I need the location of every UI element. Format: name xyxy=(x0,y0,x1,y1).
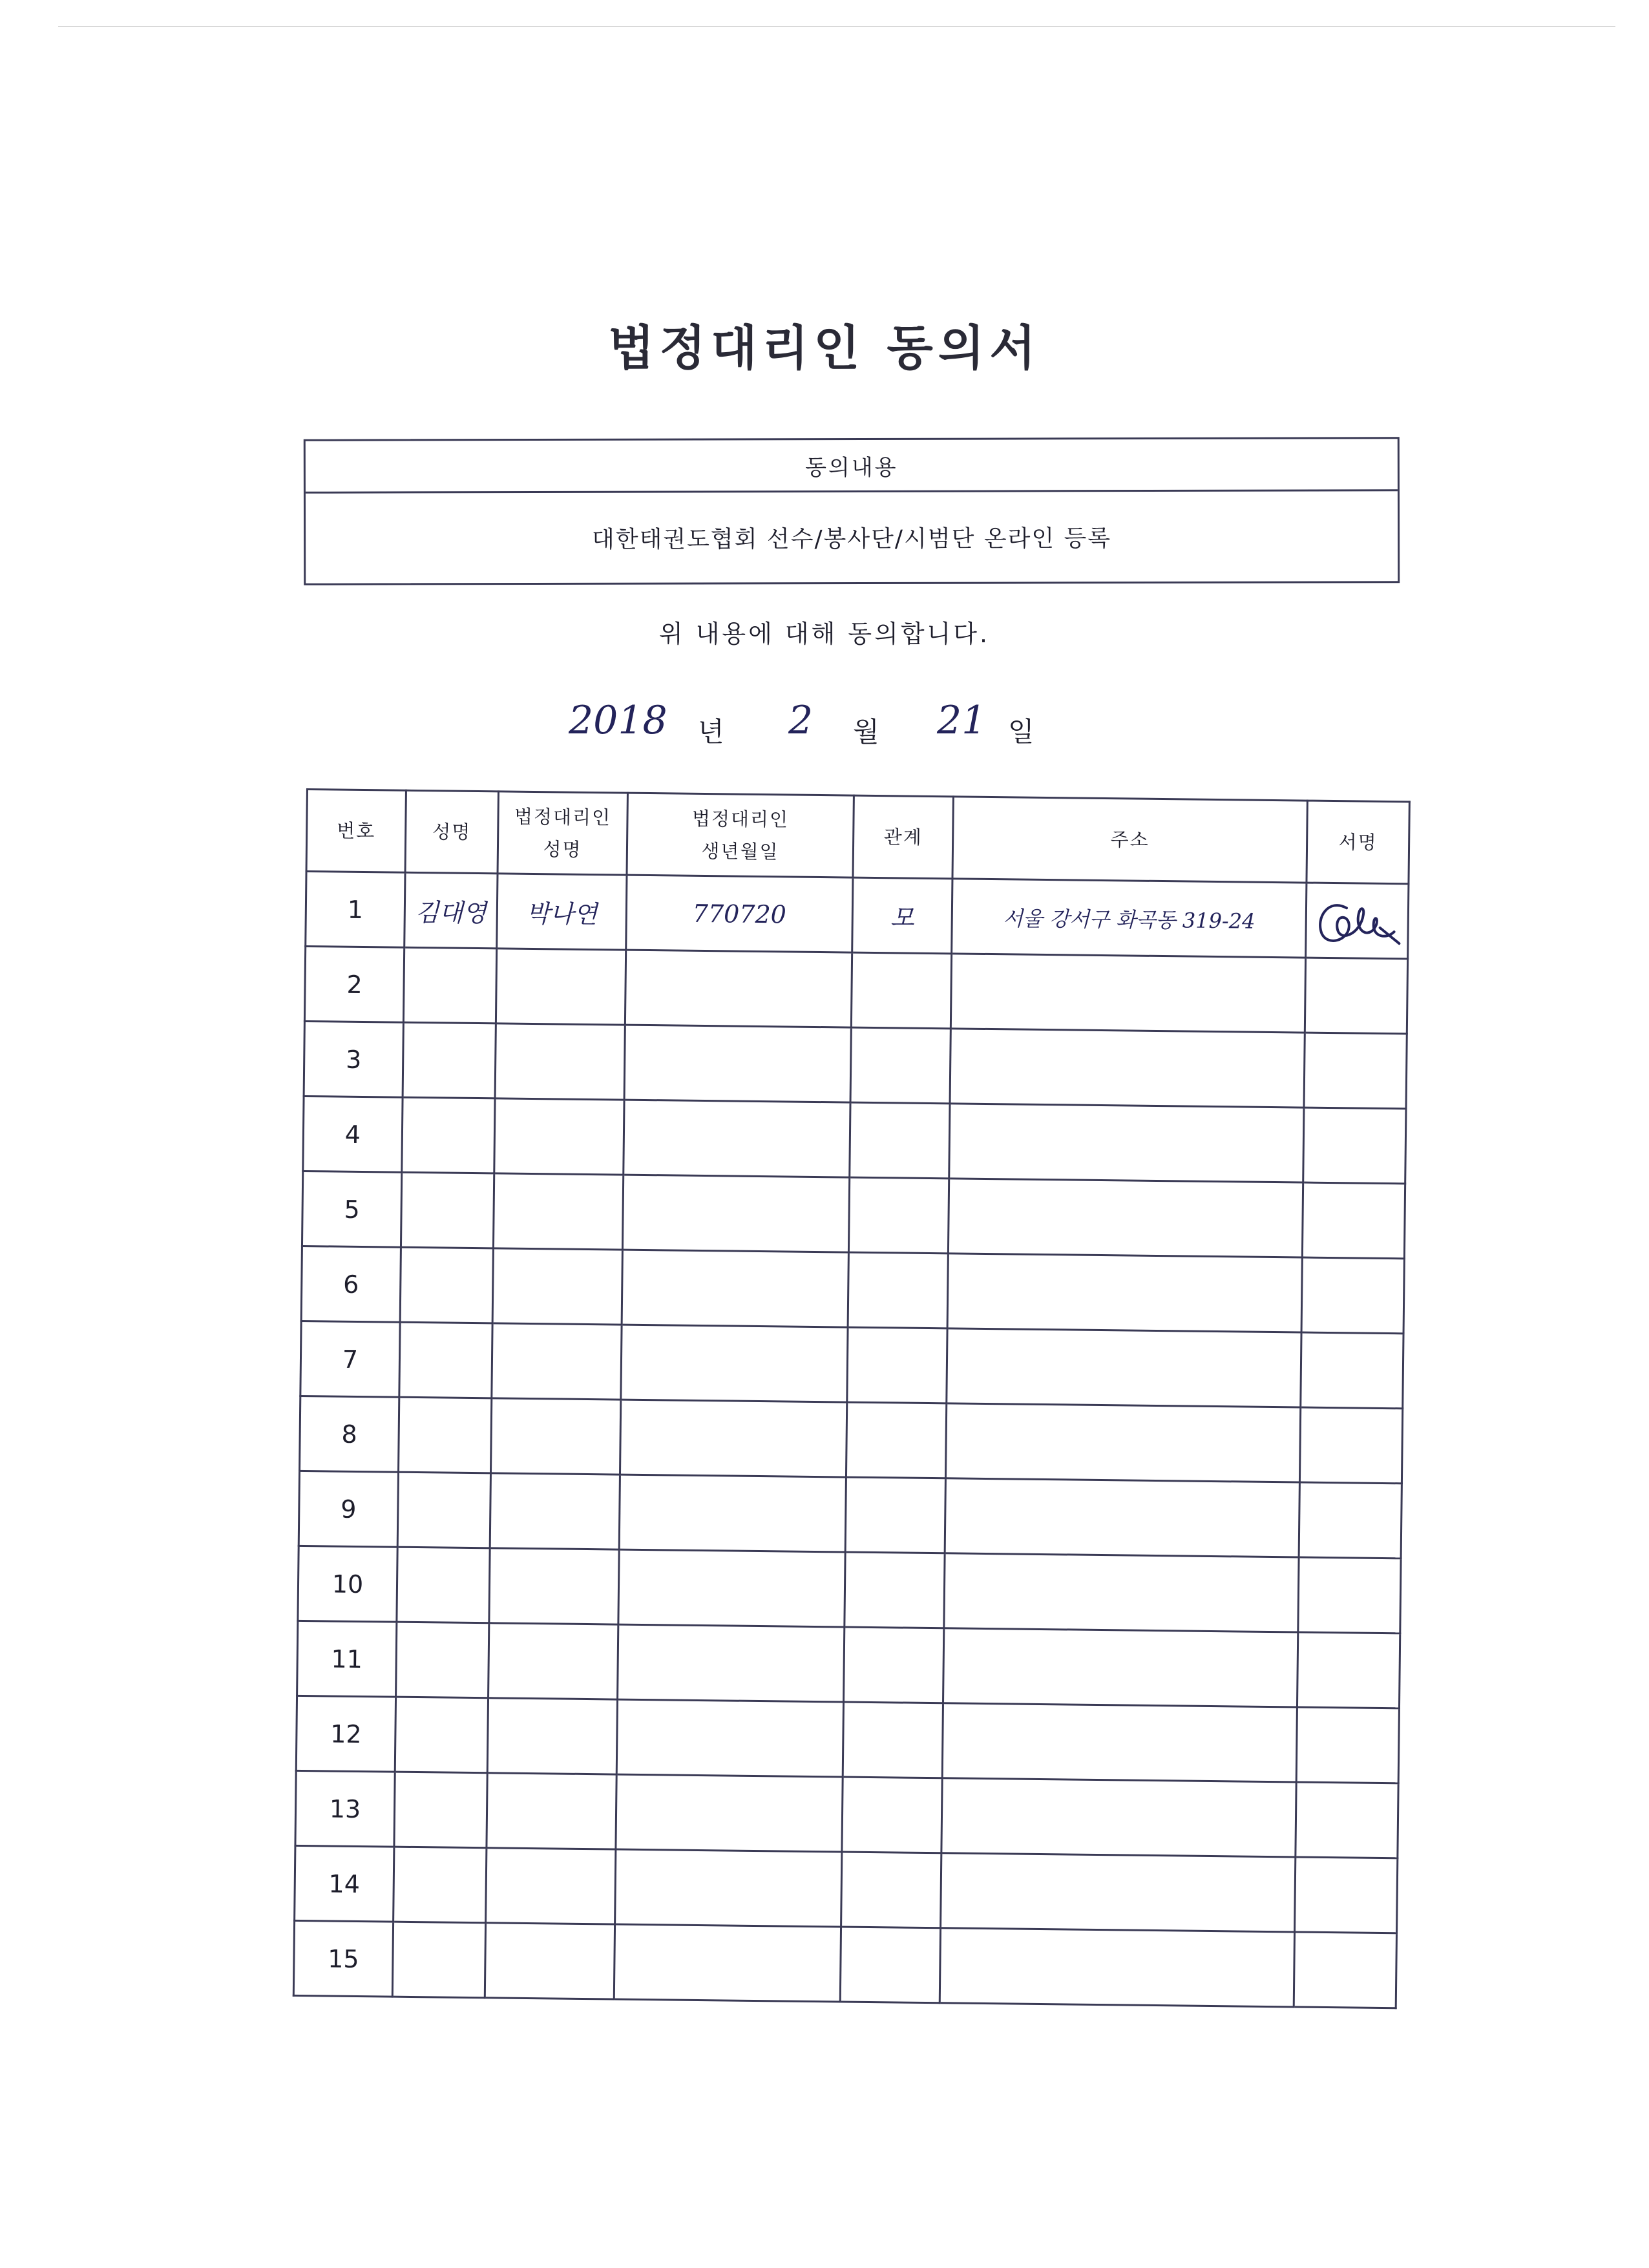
table-row xyxy=(296,1696,1399,1783)
row-birth-cell xyxy=(619,1475,846,1552)
row-name-cell xyxy=(392,1922,485,1998)
row-number: 13 xyxy=(295,1770,395,1847)
row-signature-cell xyxy=(1296,1707,1399,1783)
date-year: 2018 xyxy=(569,698,667,743)
table-row xyxy=(300,1396,1403,1483)
row-birth-cell xyxy=(622,1250,848,1327)
row-number: 9 xyxy=(299,1471,398,1547)
row-guardian-cell xyxy=(488,1623,618,1699)
row-address-cell xyxy=(945,1403,1300,1482)
table-row xyxy=(295,1770,1398,1858)
row-birth-cell xyxy=(618,1624,845,1702)
row-guardian-cell xyxy=(495,1024,625,1100)
consent-header: 동의내용 xyxy=(306,439,1398,494)
row-guardian-cell: 박나연 xyxy=(497,874,627,950)
table-row xyxy=(298,1546,1401,1633)
row-guardian-cell xyxy=(493,1173,623,1250)
row-address-cell xyxy=(949,1104,1304,1182)
agreement-statement: 위 내용에 대해 동의합니다. xyxy=(658,620,991,648)
row-name-cell xyxy=(394,1847,487,1923)
row-number: 7 xyxy=(300,1321,400,1397)
row-number: 6 xyxy=(301,1246,401,1322)
row-guardian-cell xyxy=(490,1398,620,1475)
row-birth-cell xyxy=(615,1849,842,1927)
consent-box xyxy=(304,437,1400,585)
table-row xyxy=(299,1471,1402,1558)
row-name-cell xyxy=(403,947,496,1024)
row-signature-cell xyxy=(1305,958,1407,1034)
row-name-cell xyxy=(401,1172,494,1248)
document-title: 법정대리인 동의서 xyxy=(608,320,1041,376)
row-name-cell xyxy=(403,1022,496,1098)
date-month-unit: 월 xyxy=(853,716,879,748)
row-birth-cell xyxy=(624,1100,850,1177)
row-address-cell xyxy=(940,1928,1294,2007)
row-relation-cell xyxy=(850,1102,950,1179)
header-guardian-birth xyxy=(627,793,854,877)
row-signature-cell xyxy=(1301,1257,1404,1334)
header-guardian-birth-line2: 생년월일 xyxy=(701,839,779,863)
row-address-cell xyxy=(945,1478,1299,1557)
row-number: 2 xyxy=(304,947,404,1023)
row-birth-cell xyxy=(625,950,852,1027)
header-guardian-name xyxy=(498,792,627,875)
table-row xyxy=(300,1321,1403,1408)
table-row xyxy=(303,1096,1406,1183)
row-number: 3 xyxy=(304,1021,403,1097)
row-name-cell xyxy=(397,1547,490,1623)
row-signature-cell xyxy=(1301,1332,1403,1409)
row-address-cell xyxy=(941,1778,1296,1857)
header-name: 성명 xyxy=(405,790,498,874)
row-name-cell xyxy=(399,1322,492,1398)
row-address-cell xyxy=(948,1179,1303,1257)
row-relation-cell xyxy=(841,1852,941,1928)
row-address-cell xyxy=(947,1254,1302,1332)
row-birth-cell xyxy=(624,1025,851,1102)
row-guardian-cell xyxy=(485,1923,614,1999)
row-number: 11 xyxy=(297,1621,397,1697)
row-signature-cell xyxy=(1298,1557,1401,1633)
header-guardian-name-line2: 성명 xyxy=(543,838,582,861)
row-name-cell xyxy=(395,1697,488,1773)
row-birth-cell xyxy=(616,1774,843,1852)
row-address-cell xyxy=(943,1628,1298,1707)
row-guardian-cell xyxy=(489,1548,619,1624)
row-relation-cell xyxy=(845,1552,945,1628)
row-name-cell xyxy=(402,1097,495,1173)
header-number: 번호 xyxy=(306,790,406,873)
row-relation-cell xyxy=(845,1477,945,1553)
row-relation-cell xyxy=(850,1027,951,1104)
row-relation-cell xyxy=(844,1627,944,1703)
row-birth-cell: 770720 xyxy=(626,875,853,952)
row-signature-cell xyxy=(1297,1632,1400,1708)
table-row xyxy=(304,1021,1407,1108)
row-birth-cell xyxy=(620,1400,846,1477)
row-relation-cell: 모 xyxy=(852,877,952,954)
row-number: 4 xyxy=(303,1096,403,1172)
table-header-row xyxy=(306,790,1409,884)
row-signature-cell xyxy=(1294,1932,1396,2008)
date-month: 2 xyxy=(788,698,814,743)
row-number: 12 xyxy=(296,1696,395,1772)
registration-table xyxy=(293,788,1411,2009)
row-relation-cell xyxy=(840,1927,940,2003)
row-guardian-cell xyxy=(496,949,625,1025)
header-guardian-name-line1: 법정대리인 xyxy=(514,805,612,829)
row-signature-cell xyxy=(1302,1182,1405,1259)
row-address-cell: 서울 강서구 화곡동 319-24 xyxy=(952,879,1307,958)
row-signature-cell xyxy=(1299,1407,1402,1484)
row-signature-cell xyxy=(1295,1857,1398,1933)
row-guardian-cell xyxy=(492,1248,622,1325)
table-row xyxy=(301,1246,1404,1333)
row-birth-cell xyxy=(622,1175,849,1252)
table-row xyxy=(297,1621,1400,1708)
row-number: 5 xyxy=(302,1171,401,1247)
row-name-cell: 김대영 xyxy=(404,872,498,949)
row-guardian-cell xyxy=(486,1848,616,1924)
row-relation-cell xyxy=(846,1402,946,1478)
row-relation-cell xyxy=(848,1252,948,1328)
row-number: 14 xyxy=(295,1845,394,1922)
date-year-unit: 년 xyxy=(698,716,724,748)
row-number: 15 xyxy=(293,1920,393,1997)
header-signature: 서명 xyxy=(1307,801,1409,884)
row-signature-cell xyxy=(1306,883,1409,959)
header-address: 주소 xyxy=(952,797,1307,883)
row-signature-cell xyxy=(1303,1108,1406,1184)
date-day-unit: 일 xyxy=(1008,716,1035,748)
row-relation-cell xyxy=(848,1177,949,1254)
handwritten-signature xyxy=(1308,888,1406,954)
row-name-cell xyxy=(396,1622,489,1698)
row-birth-cell xyxy=(618,1549,845,1627)
row-relation-cell xyxy=(842,1777,942,1853)
registration-table-wrapper xyxy=(293,788,1409,2009)
row-name-cell xyxy=(399,1397,492,1473)
row-relation-cell xyxy=(847,1327,947,1403)
table-row xyxy=(295,1845,1398,1933)
table-row xyxy=(306,872,1409,959)
row-signature-cell xyxy=(1304,1033,1407,1109)
row-guardian-cell xyxy=(494,1098,624,1175)
row-address-cell xyxy=(950,1029,1305,1108)
row-address-cell xyxy=(942,1703,1297,1782)
row-address-cell xyxy=(944,1553,1299,1632)
row-guardian-cell xyxy=(492,1323,622,1400)
row-signature-cell xyxy=(1296,1782,1398,1858)
row-guardian-cell xyxy=(487,1773,616,1849)
row-birth-cell xyxy=(616,1699,843,1777)
row-relation-cell xyxy=(843,1702,943,1778)
row-address-cell xyxy=(951,954,1305,1033)
table-row xyxy=(293,1920,1396,2008)
row-name-cell xyxy=(400,1247,493,1323)
row-address-cell xyxy=(941,1853,1296,1932)
row-signature-cell xyxy=(1299,1482,1402,1559)
table-row xyxy=(304,947,1407,1034)
row-number: 8 xyxy=(300,1396,399,1472)
row-relation-cell xyxy=(851,952,951,1029)
date-day: 21 xyxy=(937,698,987,743)
header-guardian-birth-line1: 법정대리인 xyxy=(691,807,790,831)
consent-date xyxy=(569,698,1150,769)
row-number: 1 xyxy=(306,872,405,948)
row-name-cell xyxy=(394,1772,487,1848)
row-guardian-cell xyxy=(487,1698,617,1774)
header-relation: 관계 xyxy=(853,795,953,879)
table-body xyxy=(293,872,1409,2008)
scan-edge-line xyxy=(58,26,1615,27)
row-number: 10 xyxy=(298,1546,397,1622)
row-birth-cell xyxy=(614,1924,841,2002)
row-name-cell xyxy=(397,1472,490,1548)
table-row xyxy=(302,1171,1405,1258)
consent-content: 대한태권도협회 선수/봉사단/시범단 온라인 등록 xyxy=(591,525,1112,553)
row-guardian-cell xyxy=(490,1473,620,1549)
row-birth-cell xyxy=(621,1325,848,1402)
row-address-cell xyxy=(947,1328,1301,1407)
